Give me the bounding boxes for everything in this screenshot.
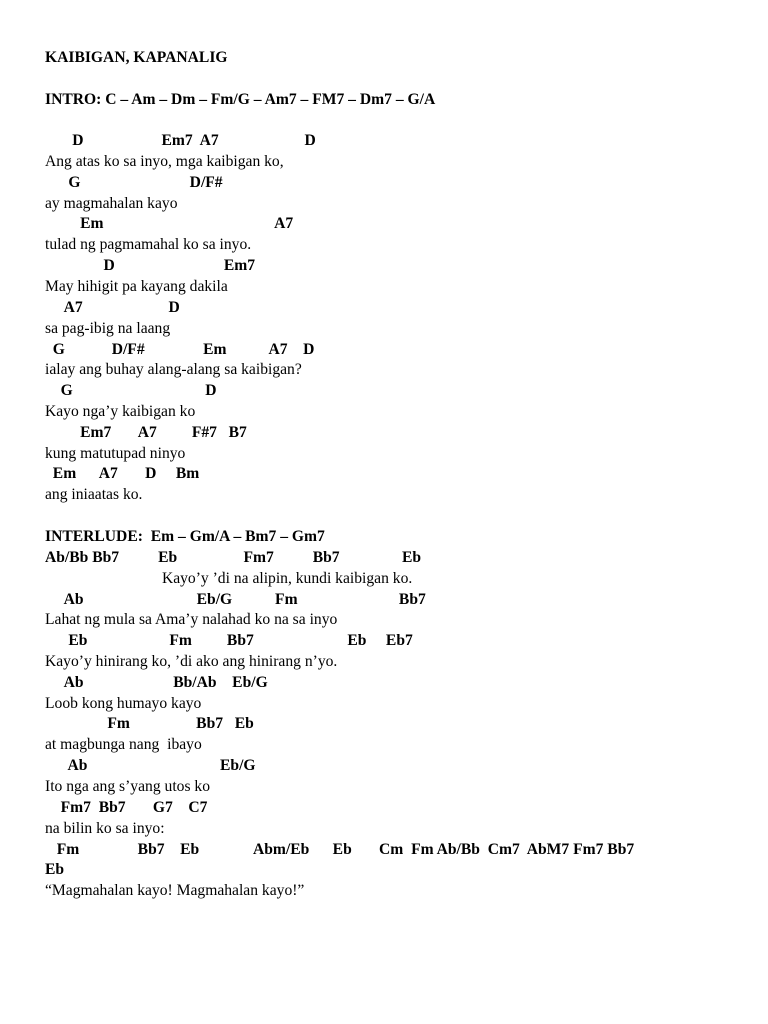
chord-line: Ab Eb/G Fm Bb7 — [45, 591, 426, 608]
chord-line-wrap: Eb — [45, 861, 65, 878]
chord-line: Em7 A7 F#7 B7 — [45, 424, 247, 441]
chord-line: Fm Bb7 Eb — [45, 715, 254, 732]
chord-line: Ab/Bb Bb7 Eb Fm7 Bb7 Eb — [45, 549, 422, 566]
chord-line: G D/F# — [45, 174, 223, 191]
lyric-line: sa pag-ibig na laang — [45, 320, 171, 337]
chord-line: A7 D — [45, 299, 180, 316]
chord-line: Em A7 D Bm — [45, 465, 200, 482]
lyric-line: Ito nga ang s’yang utos ko — [45, 778, 211, 795]
lyric-line: “Magmahalan kayo! Magmahalan kayo!” — [45, 882, 305, 899]
lyric-line: Kayo’y ’di na alipin, kundi kaibigan ko. — [45, 570, 413, 587]
interlude-line: INTERLUDE: Em – Gm/A – Bm7 – Gm7 — [45, 528, 325, 545]
lyric-line: Loob kong humayo kayo — [45, 695, 202, 712]
chord-line: D Em7 A7 D — [45, 132, 316, 149]
lyric-line: at magbunga nang ibayo — [45, 736, 202, 753]
chord-line: Fm7 Bb7 G7 C7 — [45, 799, 208, 816]
chord-line: Em A7 — [45, 215, 294, 232]
lyric-line: ay magmahalan kayo — [45, 195, 178, 212]
lyric-line: Kayo nga’y kaibigan ko — [45, 403, 196, 420]
lyric-line: ang iniaatas ko. — [45, 486, 143, 503]
lyric-line: Kayo’y hinirang ko, ’di ako ang hinirang n’yo. — [45, 653, 338, 670]
lyric-line: Ang atas ko sa inyo, mga kaibigan ko, — [45, 153, 284, 170]
chord-line: Fm Bb7 Eb Abm/Eb Eb Cm Fm Ab/Bb Cm7 AbM7 Fm7 Bb7 — [45, 841, 635, 858]
lyric-line: kung matutupad ninyo — [45, 445, 186, 462]
song-title: KAIBIGAN, KAPANALIG — [45, 49, 228, 66]
intro-line: INTRO: C – Am – Dm – Fm/G – Am7 – FM7 – Dm7 – G/A — [45, 91, 436, 108]
chord-line: D Em7 — [45, 257, 256, 274]
lyric-line: May hihigit pa kayang dakila — [45, 278, 228, 295]
lyric-line: Lahat ng mula sa Ama’y nalahad ko na sa inyo — [45, 611, 338, 628]
chord-line: Eb Fm Bb7 Eb Eb7 — [45, 632, 413, 649]
lyric-line: ialay ang buhay alang-alang sa kaibigan? — [45, 361, 302, 378]
lyric-line: tulad ng pagmamahal ko sa inyo. — [45, 236, 252, 253]
chord-line: G D — [45, 382, 217, 399]
lyric-line: na bilin ko sa inyo: — [45, 820, 165, 837]
chord-line: Ab Eb/G — [45, 757, 256, 774]
chord-line: G D/F# Em A7 D — [45, 341, 315, 358]
chord-line: Ab Bb/Ab Eb/G — [45, 674, 268, 691]
